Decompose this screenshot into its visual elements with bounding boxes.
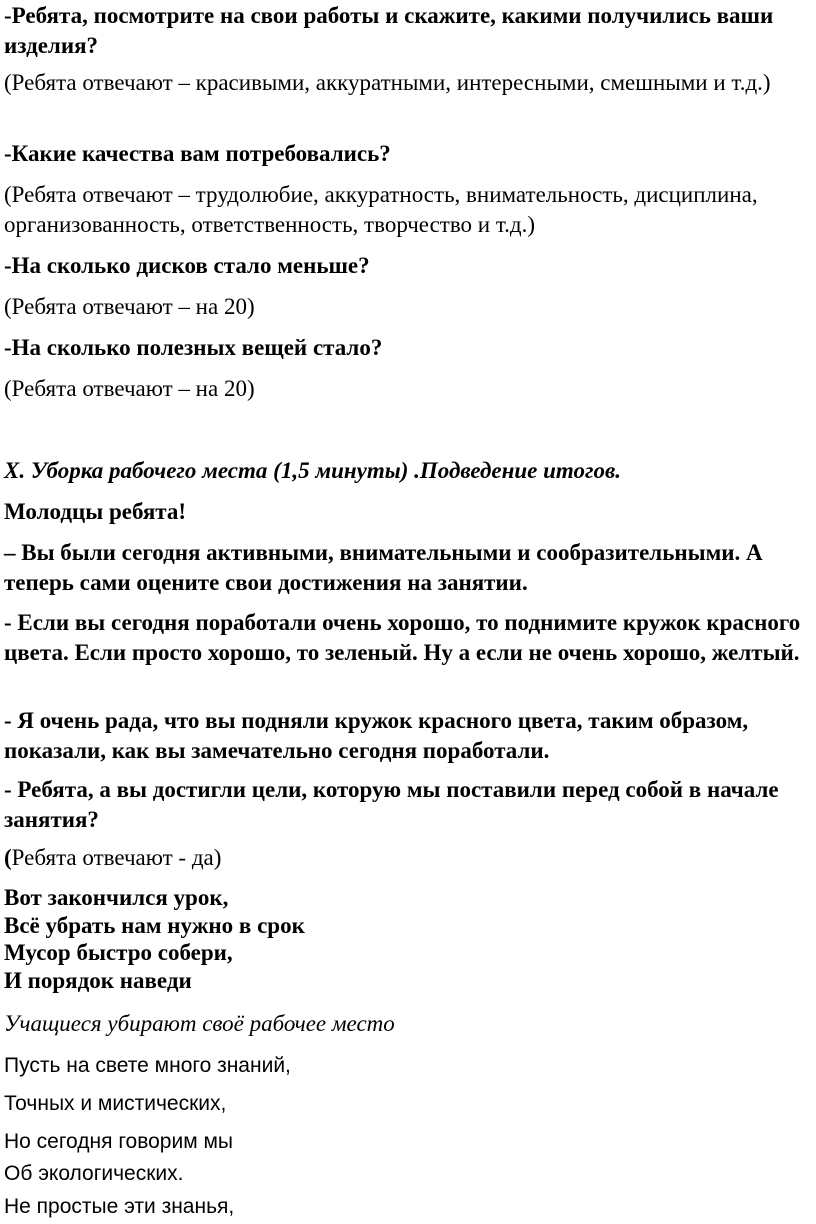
section-heading: X. Уборка рабочего места (1,5 минуты) .Подведение итогов. (4, 458, 622, 483)
knowledge-poem-line: Точных и мистических, (4, 1092, 227, 1115)
question-works: -Ребята, посмотрите на свои работы и скажите, какими получились ваши изделия? (4, 3, 774, 58)
paragraph-active: – Вы были сегодня активными, внимательными и сообразительными. А теперь сами оцените свои достижения на занятии. (4, 540, 763, 595)
poem-line: Всё убрать нам нужно в срок (4, 912, 305, 938)
knowledge-poem-line: Пусть на свете много знаний, (4, 1054, 291, 1077)
paragraph-goal-question: - Ребята, а вы достигли цели, которую мы поставили перед собой в начале занятия? (4, 777, 779, 832)
poem-line: Мусор быстро собери, (4, 940, 233, 965)
answer-qualities: (Ребята отвечают – трудолюбие, аккуратность, внимательность, дисциплина, организованность, ответственность, творчество и т.д.) (4, 182, 758, 237)
answer-works: (Ребята отвечают – красивыми, аккуратными, интересными, смешными и т.д.) (4, 70, 771, 95)
cleanup-note: Учащиеся убирают своё рабочее место (4, 1011, 395, 1036)
question-useful-things: -На сколько полезных вещей стало? (4, 335, 383, 360)
answer-useful-things: (Ребята отвечают – на 20) (4, 376, 255, 401)
poem-line: И порядок наведи (4, 967, 192, 993)
knowledge-poem-line: Но сегодня говорим мы (4, 1130, 234, 1153)
knowledge-poem-line: Об экологических. (4, 1162, 184, 1185)
question-disks: -На сколько дисков стало меньше? (4, 253, 370, 278)
paragraph-red-circle: - Я очень рада, что вы подняли кружок красного цвета, таким образом, показали, как вы замечательно сегодня поработали. (4, 708, 749, 763)
answer-goal (4, 843, 812, 873)
praise-line: Молодцы ребята! (4, 499, 187, 524)
answer-goal-paren: ( (4, 845, 12, 870)
answer-disks: (Ребята отвечают – на 20) (4, 294, 255, 319)
poem-line: Вот закончился урок, (4, 885, 229, 910)
question-qualities: -Какие качества вам потребовались? (4, 141, 391, 166)
answer-goal-text: Ребята отвечают - да) (11, 845, 222, 870)
cleanup-poem (4, 884, 812, 994)
paragraph-circles: - Если вы сегодня поработали очень хорошо, то поднимите кружок красного цвета. Если просто хорошо, то зеленый. Ну а если не очень хорошо, желтый. (4, 610, 801, 665)
knowledge-poem-line: Не простые эти знанья, (4, 1195, 235, 1218)
